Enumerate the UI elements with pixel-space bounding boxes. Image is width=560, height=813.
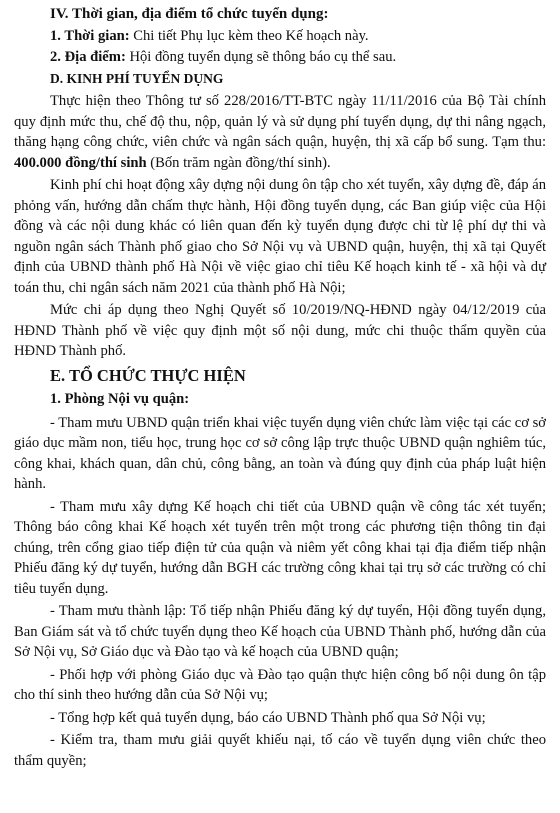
- bullet-item: - Phối hợp với phòng Giáo dục và Đào tạo quận thực hiện công bố nội dung ôn tập cho thí sinh theo hướng dẫn của Sở Nội vụ;: [14, 666, 546, 703]
- fee-amount: 400.000 đồng/thí sinh: [14, 154, 147, 171]
- fee-paragraph-tail: (Bốn trăm ngàn đồng/thí sinh).: [146, 154, 331, 171]
- bullet-item: - Tổng hợp kết quả tuyển dụng, báo cáo UBND Thành phố qua Sở Nội vụ;: [50, 709, 486, 726]
- place-text: Hội đồng tuyển dụng sẽ thông báo cụ thể sau.: [125, 49, 397, 65]
- funding-paragraph: Kinh phí chi hoạt động xây dựng nội dung ôn tập cho xét tuyển, xây dựng đề, đáp án phỏng vấn, hướng dẫn chấm thực hành, Hội đồng tuyển dụng, các Ban giúp việc của Hội đồng và các nội dung khác có liên quan đến kỳ tuyển dụng được chi từ lệ phí dự thi và nguồn ngân sách Thành phố giao cho Sở Nội vụ và UBND quận, huyện, thị xã tại Quyết định của UBND thành phố Hà Nội về việc giao chỉ tiêu Kế hoạch kinh tế - xã hội và dự toán thu, chi ngân sách năm 2021 của thành phố Hà Nội;: [14, 177, 546, 296]
- section-iv-heading: IV. Thời gian, địa điểm tổ chức tuyển dụng:: [50, 6, 329, 22]
- section-e-heading: E. TỔ CHỨC THỰC HIỆN: [50, 365, 246, 385]
- bullet-item: - Tham mưu thành lập: Tổ tiếp nhận Phiếu đăng ký dự tuyển, Hội đồng tuyển dụng, Ban Giám sát và tổ chức tuyển dụng theo Kế hoạch của UBND Thành phố, hướng dẫn của Sở Nội vụ, Sở Giáo dục và Đào tạo và kế hoạch của UBND quận;: [14, 603, 546, 660]
- spending-level-paragraph: Mức chi áp dụng theo Nghị Quyết số 10/2019/NQ-HĐND ngày 04/12/2019 của HĐND Thành phố về việc quy định một số nội dung, mức chi thuộc thẩm quyền của HĐND Thành phố.: [14, 302, 546, 359]
- bullet-item: - Tham mưu UBND quận triển khai việc tuyển dụng viên chức làm việc tại các cơ sở giáo dục mầm non, tiểu học, trung học cơ sở công lập trực thuộc UBND quận nghiêm túc, công khai, khách quan, dân chủ, công bằng, an toàn và đúng quy định của pháp luật hiện hành.: [14, 414, 546, 492]
- place-line: [14, 47, 546, 68]
- time-label: 1. Thời gian:: [50, 27, 130, 44]
- fee-paragraph-text: Thực hiện theo Thông tư số 228/2016/TT-BTC ngày 11/11/2016 của Bộ Tài chính quy định mức thu, chế độ thu, nộp, quản lý và sử dụng phí tuyển dụng, dự thi nâng ngạch, thăng hạng công chức, viên chức và ngân sách quận, huyện, thị xã cấp bổ sung. Tạm thu:: [14, 93, 546, 150]
- item-1-heading: 1. Phòng Nội vụ quận:: [50, 391, 190, 407]
- time-line: [14, 26, 546, 47]
- section-d-heading: D. KINH PHÍ TUYỂN DỤNG: [50, 70, 224, 86]
- bullet-item: - Tham mưu xây dựng Kế hoạch chi tiết của UBND quận về công tác xét tuyển; Thông báo công khai Kế hoạch xét tuyển trên một trong các phương tiện thông tin đại chúng, trên cổng giao tiếp điện tử của quận và niêm yết công khai tại địa điểm tiếp nhận Phiếu đăng ký dự tuyển, hướng dẫn BGH các trường công khai tại trụ sở các trường có chỉ tiêu tuyển dụng.: [14, 498, 546, 597]
- bullet-item: - Kiểm tra, tham mưu giải quyết khiếu nại, tố cáo về tuyển dụng viên chức theo thẩm quyền;: [14, 732, 546, 769]
- fee-paragraph: [14, 91, 546, 173]
- time-text: Chi tiết Phụ lục kèm theo Kế hoạch này.: [129, 27, 369, 44]
- place-label: 2. Địa điểm:: [50, 49, 126, 65]
